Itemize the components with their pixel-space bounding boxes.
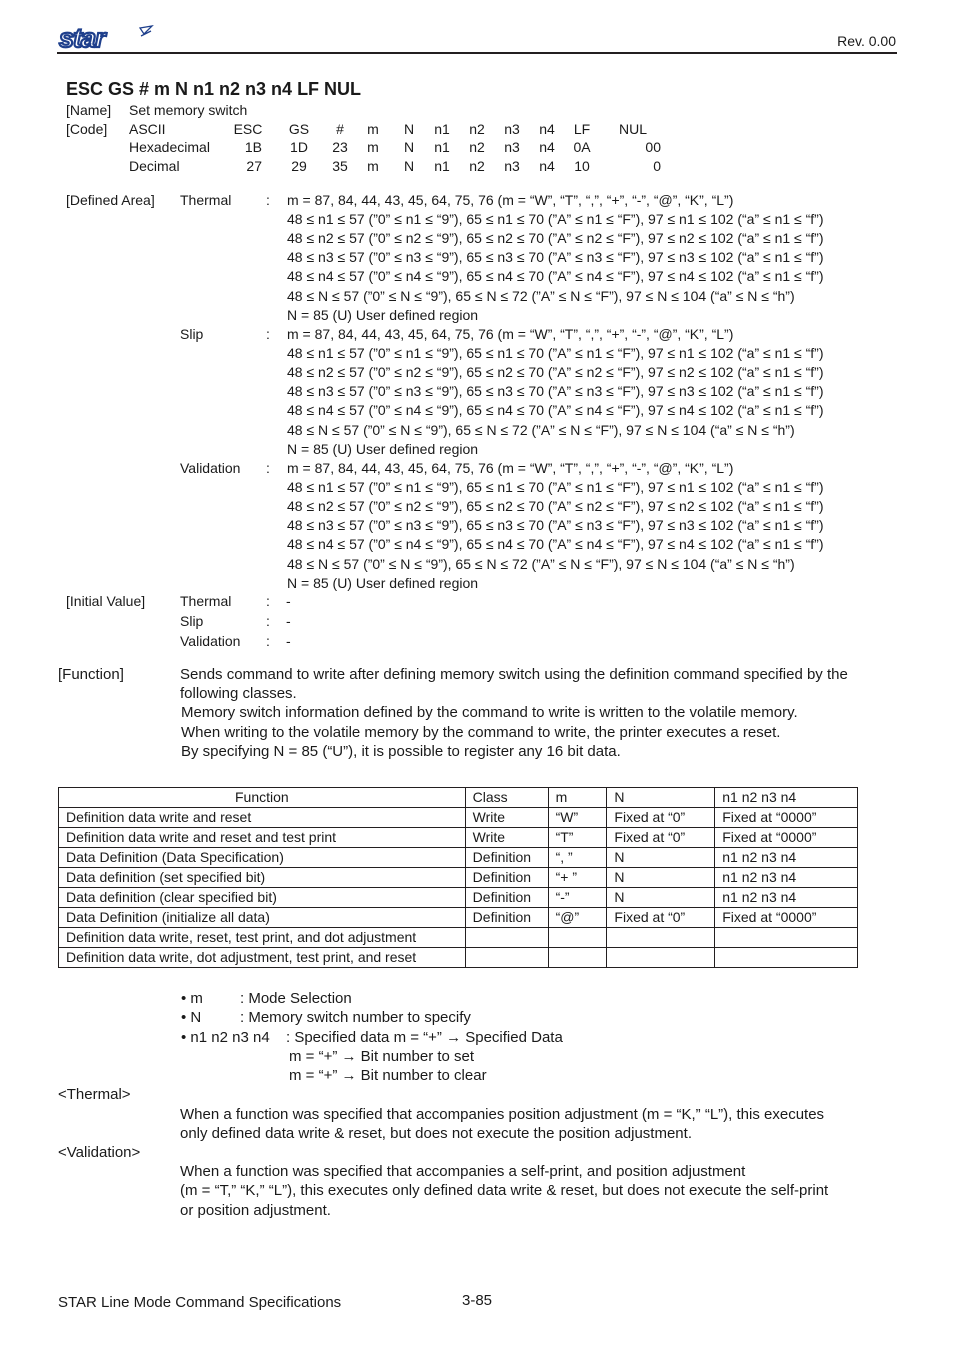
initial-value: - <box>286 613 291 629</box>
note-n-desc: : Memory switch number to specify <box>240 1009 471 1026</box>
validation-note-label: <Validation> <box>58 1144 141 1161</box>
code-cell: n2 <box>469 121 485 137</box>
defined-area-class: Validation <box>180 460 241 476</box>
table-cell: N <box>607 868 715 888</box>
defined-area-colon: : <box>266 192 270 208</box>
note-m-key: • m <box>181 990 203 1007</box>
table-cell <box>607 948 715 968</box>
table-cell: Data Definition (initialize all data) <box>59 908 466 928</box>
table-cell: Definition data write, reset, test print, and dot adjustment <box>59 928 466 948</box>
initial-value-colon: : <box>266 633 270 649</box>
command-title: ESC GS # m N n1 n2 n3 n4 LF NUL <box>66 79 362 99</box>
logo-star-mark <box>140 26 152 36</box>
initial-value-label: [Initial Value] <box>66 593 146 609</box>
table-cell <box>715 948 858 968</box>
defined-area-line: 48 ≤ n3 ≤ 57 (”0” ≤ n3 ≤ “9”), 65 ≤ n3 ≤ 70 (”A” ≤ n3 ≤ “F”), 97 ≤ n3 ≤ 102 (“a” ≤ n1 ≤ “f”) <box>287 517 824 534</box>
defined-area-line: 48 ≤ n1 ≤ 57 (”0” ≤ n1 ≤ “9”), 65 ≤ n1 ≤ 70 (”A” ≤ n1 ≤ “F”), 97 ≤ n1 ≤ 102 (“a” ≤ n1 ≤ “f”) <box>287 211 824 228</box>
defined-area-line: 48 ≤ n2 ≤ 57 (”0” ≤ n2 ≤ “9”), 65 ≤ n2 ≤ 70 (”A” ≤ n2 ≤ “F”), 97 ≤ n2 ≤ 102 (“a” ≤ n1 ≤ “f”) <box>287 364 824 381</box>
table-cell: Write <box>465 808 548 828</box>
code-label: [Code] <box>66 121 108 137</box>
initial-value-class: Slip <box>180 613 204 629</box>
table-header: Class <box>465 788 548 808</box>
defined-area-line: 48 ≤ n2 ≤ 57 (”0” ≤ n2 ≤ “9”), 65 ≤ n2 ≤ 70 (”A” ≤ n2 ≤ “F”), 97 ≤ n2 ≤ 102 (“a” ≤ n1 ≤ “f”) <box>287 230 824 247</box>
defined-area-line: N = 85 (U) User defined region <box>287 306 479 323</box>
table-cell: N <box>607 848 715 868</box>
table-cell: Definition <box>465 888 548 908</box>
table-row <box>59 948 858 968</box>
code-cell: 10 <box>574 158 590 174</box>
initial-value-class: Thermal <box>180 593 232 609</box>
table-cell: Data definition (set specified bit) <box>59 868 466 888</box>
validation-note-line: or position adjustment. <box>180 1202 331 1219</box>
code-row-label: ASCII <box>129 121 166 137</box>
table-cell: “, ” <box>548 848 607 868</box>
code-cell: ESC <box>233 121 263 137</box>
code-cell: N <box>403 158 415 174</box>
function-line: Memory switch information defined by the command to write is written to the volatile memory. <box>181 704 798 721</box>
note-bit-set: m = “+” → Bit number to set <box>289 1048 475 1065</box>
code-cell: 1D <box>290 139 308 155</box>
code-cell: m <box>367 121 379 137</box>
defined-area-line: 48 ≤ n1 ≤ 57 (”0” ≤ n1 ≤ “9”), 65 ≤ n1 ≤ 70 (”A” ≤ n1 ≤ “F”), 97 ≤ n1 ≤ 102 (“a” ≤ n1 ≤ “f”) <box>287 345 824 362</box>
code-cell: 0A <box>573 139 591 155</box>
defined-area-colon: : <box>266 326 270 342</box>
code-cell: n4 <box>539 139 555 155</box>
code-cell: 27 <box>246 158 262 174</box>
table-cell: n1 n2 n3 n4 <box>715 888 858 908</box>
table-row <box>59 828 858 848</box>
defined-area-line: 48 ≤ n1 ≤ 57 (”0” ≤ n1 ≤ “9”), 65 ≤ n1 ≤ 70 (”A” ≤ n1 ≤ “F”), 97 ≤ n1 ≤ 102 (“a” ≤ n1 ≤ “f”) <box>287 479 824 496</box>
table-cell <box>607 928 715 948</box>
footer-document-title: STAR Line Mode Command Specifications <box>58 1294 342 1311</box>
code-cell: NUL <box>618 121 647 137</box>
table-header: Function <box>59 788 466 808</box>
table-cell: “T” <box>548 828 607 848</box>
code-row-label: Decimal <box>129 158 180 174</box>
code-cell: n3 <box>504 121 520 137</box>
code-cell: n3 <box>504 139 520 155</box>
defined-area-line: m = 87, 84, 44, 43, 45, 64, 75, 76 (m = “W”, “T”, “,”, “+”, “-”, “@”, “K”, “L”) <box>287 326 734 342</box>
table-cell: Definition data write and reset <box>59 808 466 828</box>
thermal-note-line: When a function was specified that accompanies position adjustment (m = “K,” “L”), this executes <box>180 1106 825 1123</box>
initial-value-colon: : <box>266 593 270 609</box>
defined-area-line: 48 ≤ n3 ≤ 57 (”0” ≤ n3 ≤ “9”), 65 ≤ n3 ≤ 70 (”A” ≤ n3 ≤ “F”), 97 ≤ n3 ≤ 102 (“a” ≤ n1 ≤ “f”) <box>287 383 824 400</box>
function-line: When writing to the volatile memory by the command to write, the printer executes a reset. <box>181 724 781 741</box>
table-row <box>59 868 858 888</box>
logo-text: star <box>59 24 105 52</box>
table-cell: “W” <box>548 808 607 828</box>
table-cell: n1 n2 n3 n4 <box>715 868 858 888</box>
table-row <box>59 888 858 908</box>
code-cell: n1 <box>434 139 450 155</box>
function-label: [Function] <box>58 666 124 683</box>
table-row <box>59 808 858 828</box>
star-logo <box>58 24 154 52</box>
table-row <box>59 848 858 868</box>
defined-area-line: 48 ≤ N ≤ 57 (”0” ≤ N ≤ “9”), 65 ≤ N ≤ 72 (”A” ≤ N ≤ “F”), 97 ≤ N ≤ 104 (“a” ≤ N ≤ “h”) <box>287 555 795 572</box>
function-line: By specifying N = 85 (“U”), it is possible to register any 16 bit data. <box>181 743 621 760</box>
function-line: following classes. <box>180 685 297 702</box>
table-cell <box>465 928 548 948</box>
thermal-note-line: only defined data write & reset, but does not execute the position adjustment. <box>180 1125 692 1142</box>
validation-note-line: When a function was specified that accompanies a self-print, and position adjustment <box>180 1163 746 1180</box>
note-m-desc: : Mode Selection <box>240 990 352 1007</box>
name-value: Set memory switch <box>129 102 248 118</box>
table-header-row <box>59 788 858 808</box>
code-cell: n1 <box>434 121 450 137</box>
code-cell: 0 <box>653 158 661 174</box>
table-header: N <box>607 788 715 808</box>
table-cell: Definition data write, dot adjustment, test print, and reset <box>59 948 466 968</box>
table-cell <box>548 948 607 968</box>
defined-area-class: Thermal <box>180 192 232 208</box>
table-cell: Definition <box>465 848 548 868</box>
note-n-key: • N <box>181 1009 202 1026</box>
defined-area-label: [Defined Area] <box>66 192 155 208</box>
code-cell: m <box>367 158 379 174</box>
code-cell: 29 <box>291 158 307 174</box>
table-cell: “-” <box>548 888 607 908</box>
note-bit-clear: m = “+” → Bit number to clear <box>289 1067 487 1084</box>
defined-area-line: 48 ≤ N ≤ 57 (”0” ≤ N ≤ “9”), 65 ≤ N ≤ 72 (”A” ≤ N ≤ “F”), 97 ≤ N ≤ 104 (“a” ≤ N ≤ “h”) <box>287 287 795 304</box>
code-cell: m <box>367 139 379 155</box>
defined-area-colon: : <box>266 460 270 476</box>
table-header: m <box>548 788 607 808</box>
code-cell: n3 <box>504 158 520 174</box>
code-cell: n4 <box>539 121 555 137</box>
defined-area-line: 48 ≤ n4 ≤ 57 (”0” ≤ n4 ≤ “9”), 65 ≤ n4 ≤ 70 (”A” ≤ n4 ≤ “F”), 97 ≤ n4 ≤ 102 (“a” ≤ n1 ≤ “f”) <box>287 268 824 285</box>
code-cell: LF <box>573 121 591 137</box>
table-cell <box>465 948 548 968</box>
initial-value-class: Validation <box>180 633 241 649</box>
defined-area-line: m = 87, 84, 44, 43, 45, 64, 75, 76 (m = “W”, “T”, “,”, “+”, “-”, “@”, “K”, “L”) <box>287 192 734 208</box>
table-row <box>59 928 858 948</box>
table-cell: n1 n2 n3 n4 <box>715 848 858 868</box>
thermal-note-label: <Thermal> <box>58 1086 131 1103</box>
table-cell: Data Definition (Data Specification) <box>59 848 466 868</box>
initial-value-colon: : <box>266 613 270 629</box>
code-cell: # <box>336 121 344 137</box>
code-cell: n2 <box>469 139 485 155</box>
code-cell: n4 <box>539 158 555 174</box>
table-cell: Definition <box>465 868 548 888</box>
defined-area-line: m = 87, 84, 44, 43, 45, 64, 75, 76 (m = “W”, “T”, “,”, “+”, “-”, “@”, “K”, “L”) <box>287 460 734 476</box>
name-label: [Name] <box>66 102 112 118</box>
defined-area-line: 48 ≤ n3 ≤ 57 (”0” ≤ n3 ≤ “9”), 65 ≤ n3 ≤ 70 (”A” ≤ n3 ≤ “F”), 97 ≤ n3 ≤ 102 (“a” ≤ n1 ≤ “f”) <box>287 249 824 266</box>
defined-area-line: 48 ≤ n4 ≤ 57 (”0” ≤ n4 ≤ “9”), 65 ≤ n4 ≤ 70 (”A” ≤ n4 ≤ “F”), 97 ≤ n4 ≤ 102 (“a” ≤ n1 ≤ “f”) <box>287 402 824 419</box>
table-cell <box>548 928 607 948</box>
defined-area-line: N = 85 (U) User defined region <box>287 440 479 457</box>
defined-area-line: 48 ≤ N ≤ 57 (”0” ≤ N ≤ “9”), 65 ≤ N ≤ 72 (”A” ≤ N ≤ “F”), 97 ≤ N ≤ 104 (“a” ≤ N ≤ “h”) <box>287 421 795 438</box>
code-cell: N <box>403 121 415 137</box>
defined-area-class: Slip <box>180 326 204 342</box>
code-cell: 1B <box>244 139 262 155</box>
code-cell: n2 <box>469 158 485 174</box>
revision-label: Rev. 0.00 <box>837 33 896 49</box>
code-cell: GS <box>288 121 310 137</box>
validation-note-line: (m = “T,” “K,” “L”), this executes only defined data write & reset, but does not execute the self-print <box>180 1182 829 1199</box>
defined-area-line: 48 ≤ n2 ≤ 57 (”0” ≤ n2 ≤ “9”), 65 ≤ n2 ≤ 70 (”A” ≤ n2 ≤ “F”), 97 ≤ n2 ≤ 102 (“a” ≤ n1 ≤ “f”) <box>287 498 824 515</box>
table-cell: Fixed at “0000” <box>715 828 858 848</box>
table-cell: Fixed at “0000” <box>715 808 858 828</box>
table-cell: “@” <box>548 908 607 928</box>
code-cell: 35 <box>332 158 348 174</box>
table-cell: Write <box>465 828 548 848</box>
table-cell: Definition data write and reset and test print <box>59 828 466 848</box>
code-cell: N <box>403 139 415 155</box>
table-cell: Fixed at “0” <box>607 908 715 928</box>
function-line: Sends command to write after defining memory switch using the definition command specified by the <box>180 666 848 683</box>
initial-value: - <box>286 633 291 649</box>
table-cell <box>715 928 858 948</box>
table-cell: Fixed at “0” <box>607 808 715 828</box>
code-cell: 23 <box>332 139 348 155</box>
page-number: 3-85 <box>462 1292 493 1309</box>
code-cell: n1 <box>434 158 450 174</box>
defined-area-line: 48 ≤ n4 ≤ 57 (”0” ≤ n4 ≤ “9”), 65 ≤ n4 ≤ 70 (”A” ≤ n4 ≤ “F”), 97 ≤ n4 ≤ 102 (“a” ≤ n1 ≤ “f”) <box>287 536 824 553</box>
header-rule <box>57 52 897 54</box>
table-cell: Definition <box>465 908 548 928</box>
table-cell: Data definition (clear specified bit) <box>59 888 466 908</box>
initial-value: - <box>286 593 291 609</box>
table-cell: Fixed at “0” <box>607 828 715 848</box>
table-cell: Fixed at “0000” <box>715 908 858 928</box>
code-row-label: Hexadecimal <box>129 139 210 155</box>
table-row <box>59 908 858 928</box>
note-data-key: • n1 n2 n3 n4 <box>181 1029 270 1046</box>
table-header: n1 n2 n3 n4 <box>715 788 858 808</box>
code-cell: 00 <box>645 139 661 155</box>
function-table <box>58 787 858 968</box>
note-data-desc: : Specified data m = “+” → Specified Data <box>286 1029 563 1046</box>
table-cell: “+ ” <box>548 868 607 888</box>
table-cell: N <box>607 888 715 908</box>
defined-area-line: N = 85 (U) User defined region <box>287 574 479 591</box>
